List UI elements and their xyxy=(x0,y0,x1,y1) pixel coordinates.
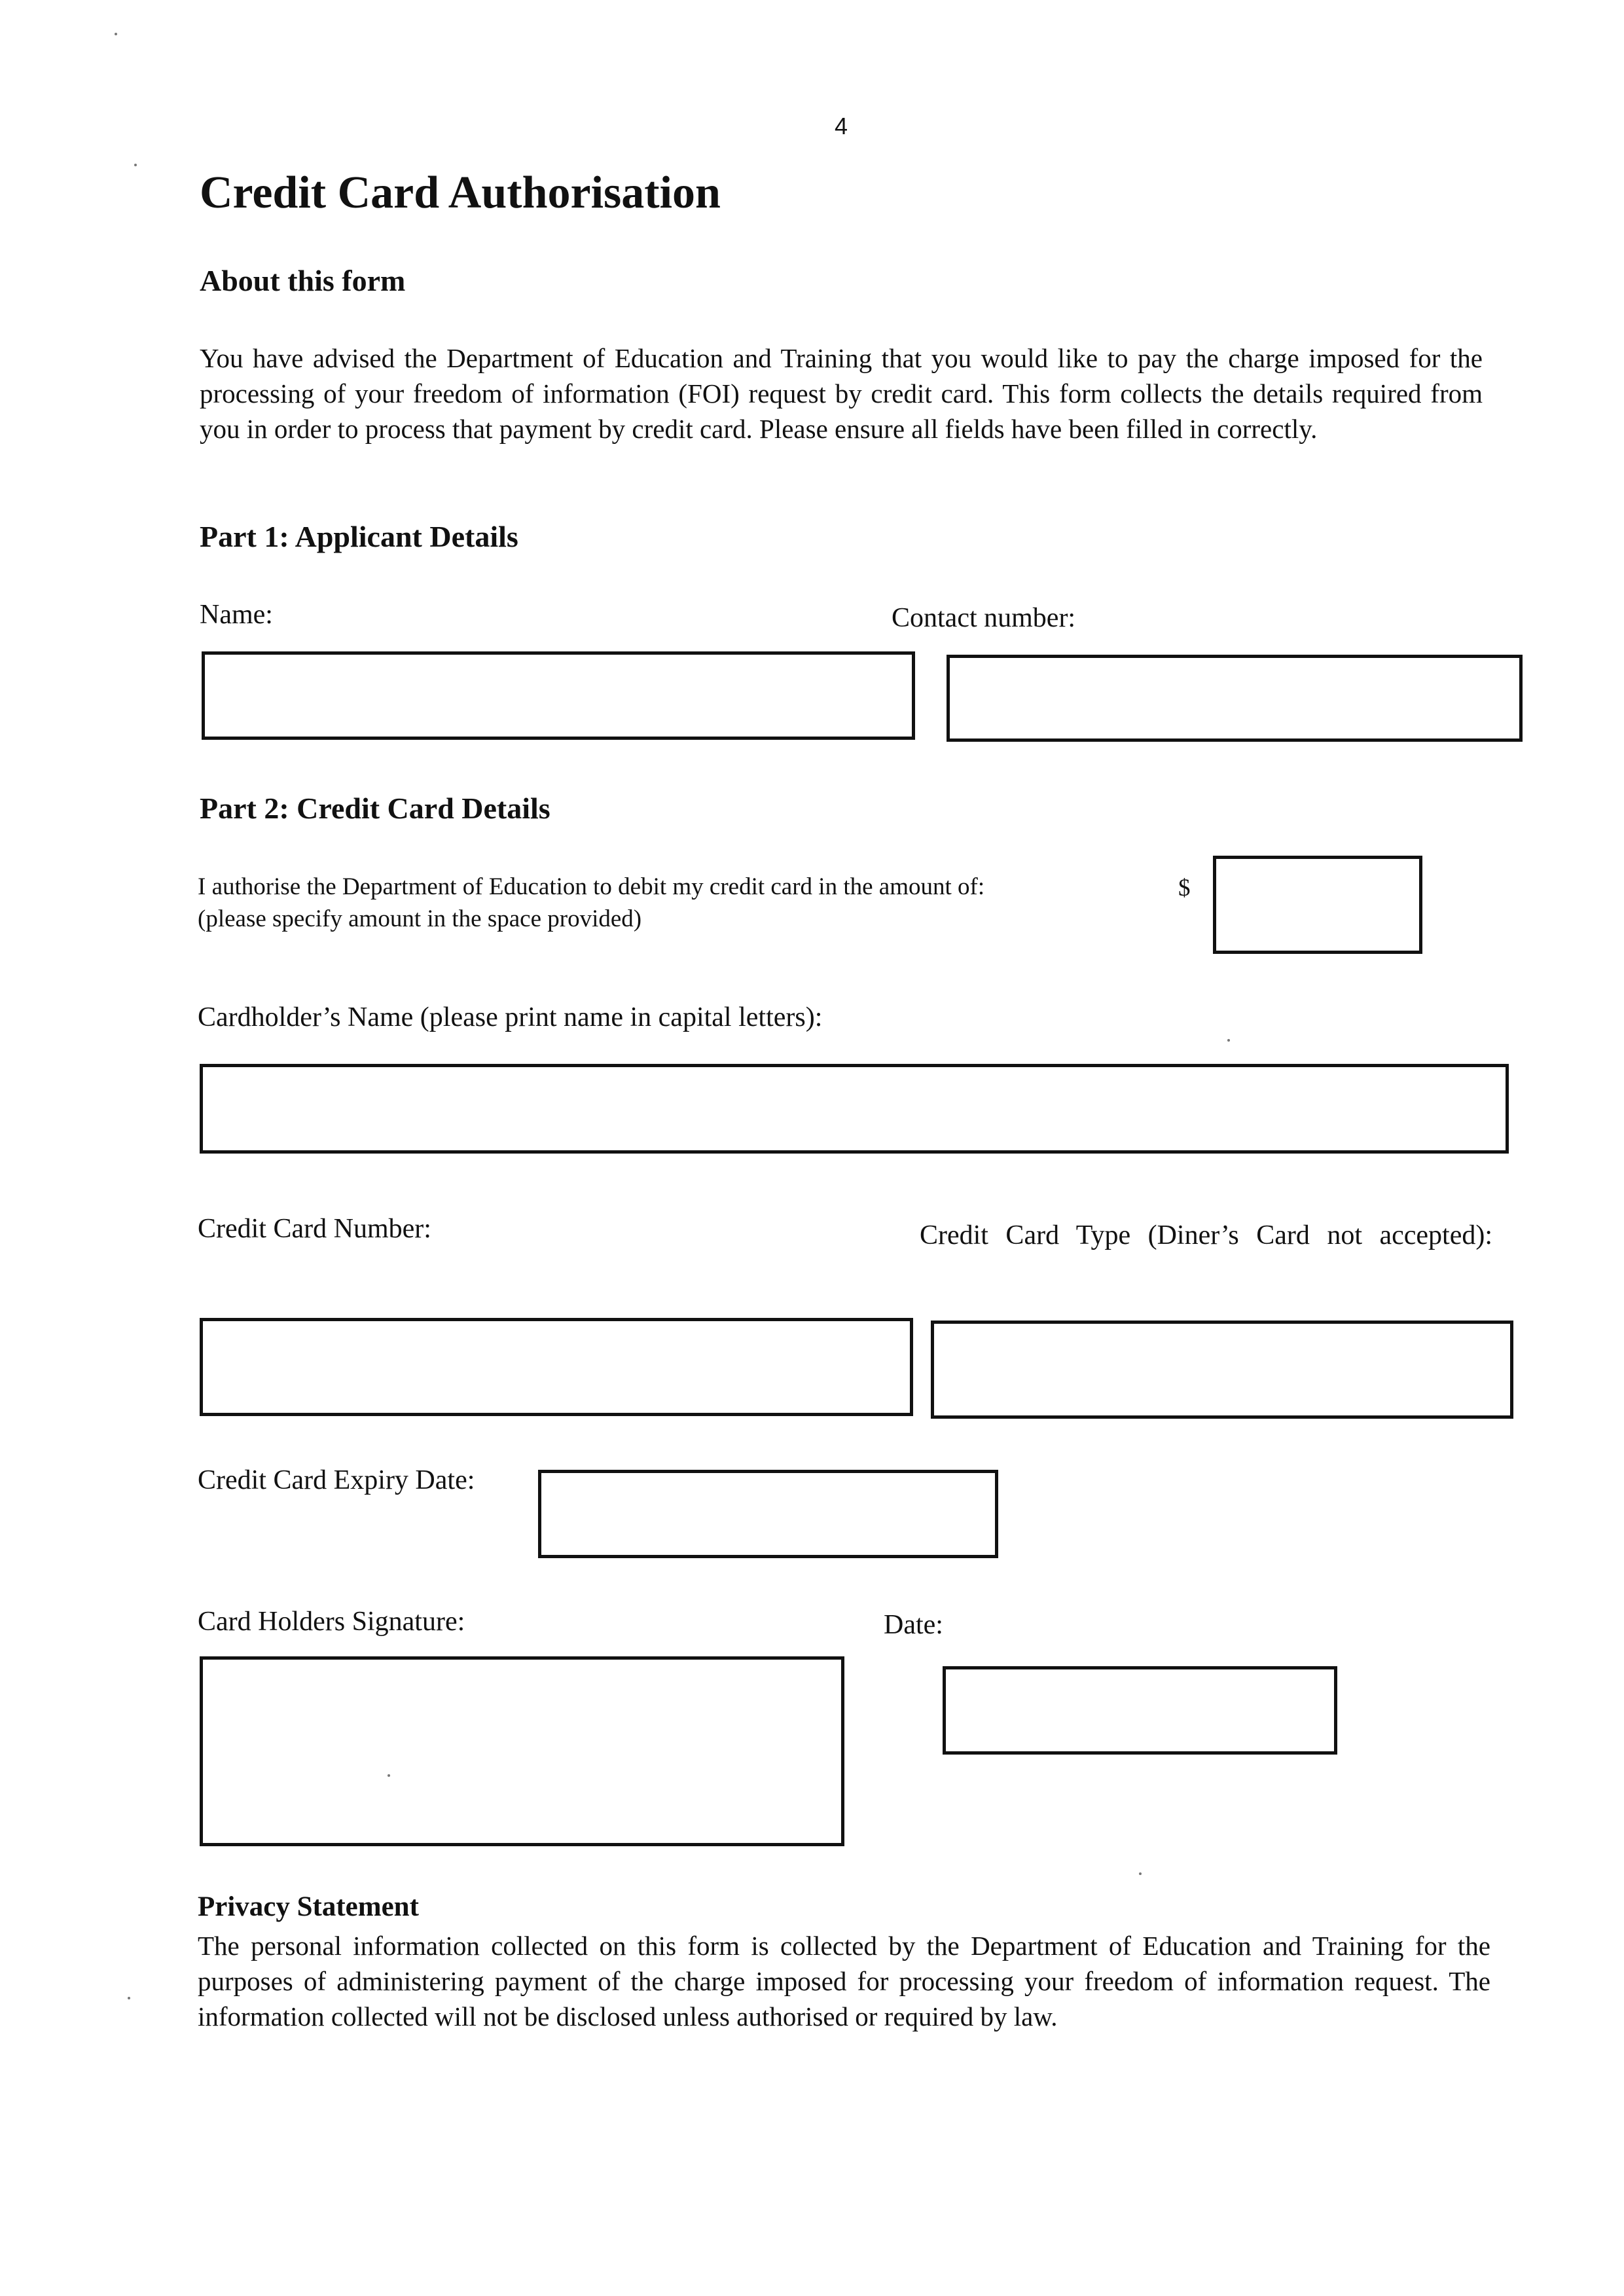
currency-symbol: $ xyxy=(1178,875,1191,902)
signature-label: Card Holders Signature: xyxy=(198,1607,465,1637)
scan-speck xyxy=(115,33,117,35)
signature-field[interactable] xyxy=(200,1656,844,1846)
name-label: Name: xyxy=(200,600,273,630)
amount-field[interactable] xyxy=(1213,856,1422,954)
expiry-date-label: Credit Card Expiry Date: xyxy=(198,1465,475,1495)
cardholder-name-field[interactable] xyxy=(200,1064,1509,1154)
scan-speck xyxy=(134,164,137,166)
cardholder-name-label: Cardholder’s Name (please print name in capital letters): xyxy=(198,1002,823,1032)
card-number-label: Credit Card Number: xyxy=(198,1214,431,1244)
date-field[interactable] xyxy=(943,1666,1337,1755)
date-label: Date: xyxy=(884,1610,943,1640)
contact-number-field[interactable] xyxy=(947,655,1523,742)
about-text: You have advised the Department of Education and Training that you would like to pay the charge imposed for the processing of your freedom of information (FOI) request by credit card. This form collects the details required from you in order to process that payment by credit card. Please ensure all fields have been filled in correctly. xyxy=(200,343,1483,444)
privacy-text: The personal information collected on this form is collected by the Department of Education and Training for the purposes of administering payment of the charge imposed for processing your freedom of information request. The information collected will not be disclosed unless authorised or required by law. xyxy=(198,1931,1490,2032)
contact-number-label: Contact number: xyxy=(892,603,1076,633)
page-title: Credit Card Authorisation xyxy=(200,168,721,218)
authorise-statement: I authorise the Department of Education to debit my credit card in the amount of: xyxy=(198,873,985,900)
privacy-heading: Privacy Statement xyxy=(198,1891,419,1922)
about-heading: About this form xyxy=(200,264,406,297)
card-type-field[interactable] xyxy=(931,1321,1513,1419)
expiry-date-field[interactable] xyxy=(538,1470,998,1558)
card-number-field[interactable] xyxy=(200,1318,913,1416)
scan-speck xyxy=(388,1774,390,1777)
part1-heading: Part 1: Applicant Details xyxy=(200,520,518,553)
card-type-label: Credit Card Type (Diner’s Card not accepted): xyxy=(920,1220,1492,1250)
part2-heading: Part 2: Credit Card Details xyxy=(200,792,550,825)
scan-speck xyxy=(128,1997,130,1999)
name-field[interactable] xyxy=(202,651,915,740)
scan-speck xyxy=(1227,1039,1230,1042)
amount-instruction: (please specify amount in the space provided) xyxy=(198,905,642,932)
page-number: 4 xyxy=(835,113,848,139)
scan-speck xyxy=(1139,1872,1142,1875)
